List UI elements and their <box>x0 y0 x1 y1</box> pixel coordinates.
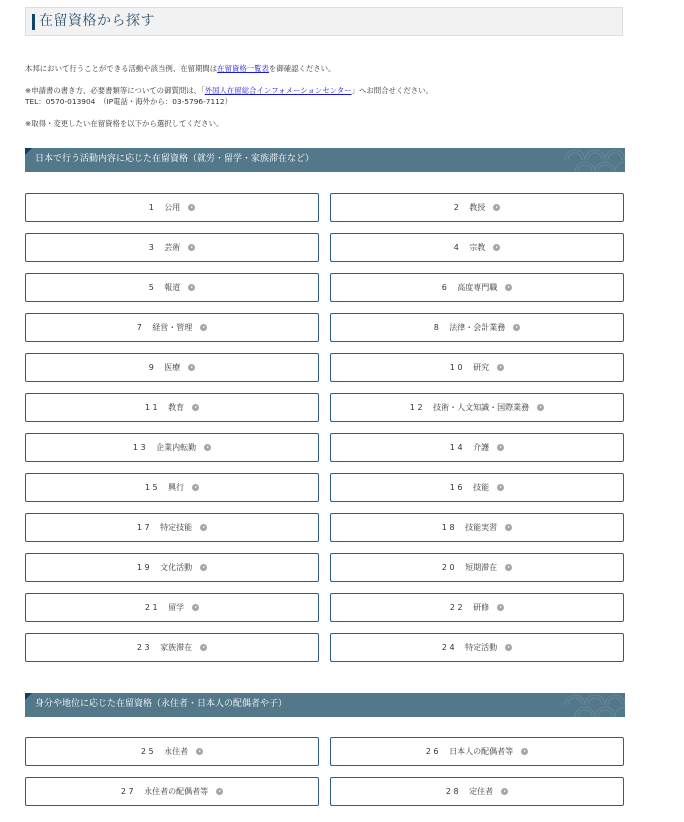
arrow-right-circle-icon <box>188 244 195 251</box>
status-button-23[interactable] <box>25 633 319 662</box>
status-button-15[interactable] <box>25 473 319 502</box>
status-number: 18 <box>441 523 458 532</box>
status-button-22[interactable] <box>330 593 624 622</box>
status-number: 14 <box>449 443 466 452</box>
status-label: 定住者 <box>469 787 494 796</box>
intro-line-2 <box>25 85 433 96</box>
status-number: 26 <box>425 747 442 756</box>
status-button-12[interactable] <box>330 393 624 422</box>
status-label: 家族滞在 <box>160 643 193 652</box>
status-button-11[interactable] <box>25 393 319 422</box>
seigaiha-wave-pattern-icon <box>561 148 625 172</box>
status-label: 技能実習 <box>465 523 498 532</box>
title-accent-bar <box>32 14 35 30</box>
status-label: 医療 <box>164 363 181 372</box>
status-label: 教授 <box>469 203 486 212</box>
arrow-right-circle-icon <box>192 484 199 491</box>
intro-text: ※申請書の書き方、必要書類等についての御質問は、「 <box>25 86 205 95</box>
arrow-right-circle-icon <box>497 604 504 611</box>
status-number: 22 <box>449 603 466 612</box>
arrow-right-circle-icon <box>505 284 512 291</box>
status-label: 文化活動 <box>160 563 193 572</box>
status-label: 研修 <box>473 603 490 612</box>
status-number: 5 <box>148 283 157 292</box>
status-button-28[interactable] <box>330 777 624 806</box>
status-number: 19 <box>136 563 153 572</box>
arrow-right-circle-icon <box>188 364 195 371</box>
corner-accent <box>25 148 32 155</box>
status-label: 技術・人文知識・国際業務 <box>433 403 530 412</box>
status-label: 技能 <box>473 483 490 492</box>
arrow-right-circle-icon <box>497 484 504 491</box>
intro-instruction: ※取得・変更したい在留資格を以下から選択してください。 <box>25 119 224 128</box>
arrow-right-circle-icon <box>505 564 512 571</box>
arrow-right-circle-icon <box>537 404 544 411</box>
arrow-right-circle-icon <box>521 748 528 755</box>
corner-accent <box>25 693 32 700</box>
status-number: 3 <box>148 243 157 252</box>
status-number: 8 <box>433 323 442 332</box>
status-label: 介護 <box>473 443 490 452</box>
status-label: 短期滞在 <box>465 563 498 572</box>
status-button-2[interactable] <box>330 193 624 222</box>
status-button-24[interactable] <box>330 633 624 662</box>
status-button-27[interactable] <box>25 777 319 806</box>
status-number: 24 <box>441 643 458 652</box>
page-title-text: 在留資格から探す <box>39 13 155 29</box>
status-label: 法律・会計業務 <box>449 323 506 332</box>
status-number: 25 <box>140 747 157 756</box>
status-label: 企業内転勤 <box>156 443 197 452</box>
section-title: 日本で行う活動内容に応じた在留資格（就労・留学・家族滞在など） <box>35 154 315 164</box>
arrow-right-circle-icon <box>188 204 195 211</box>
arrow-right-circle-icon <box>505 644 512 651</box>
arrow-right-circle-icon <box>200 324 207 331</box>
status-button-25[interactable] <box>25 737 319 766</box>
intro-phone: TEL：0570-013904 （IP電話・海外から：03-5796-7112） <box>25 97 232 106</box>
status-button-18[interactable] <box>330 513 624 542</box>
status-number: 11 <box>144 403 161 412</box>
arrow-right-circle-icon <box>200 644 207 651</box>
status-number: 13 <box>132 443 149 452</box>
arrow-right-circle-icon <box>204 444 211 451</box>
arrow-right-circle-icon <box>513 324 520 331</box>
intro-text: 」へお問合せください。 <box>351 86 433 95</box>
status-button-17[interactable] <box>25 513 319 542</box>
status-button-3[interactable] <box>25 233 319 262</box>
status-button-26[interactable] <box>330 737 624 766</box>
status-button-5[interactable] <box>25 273 319 302</box>
status-button-6[interactable] <box>330 273 624 302</box>
arrow-right-circle-icon <box>493 204 500 211</box>
section-header-status <box>25 693 625 717</box>
status-number: 27 <box>120 787 137 796</box>
info-center-link[interactable]: 外国人在留総合インフォメーションセンター <box>204 86 352 95</box>
status-button-13[interactable] <box>25 433 319 462</box>
arrow-right-circle-icon <box>188 284 195 291</box>
status-button-20[interactable] <box>330 553 624 582</box>
status-label: 研究 <box>473 363 490 372</box>
status-number: 7 <box>136 323 145 332</box>
section-title: 身分や地位に応じた在留資格（永住者・日本人の配偶者や子） <box>35 699 288 709</box>
arrow-right-circle-icon <box>493 244 500 251</box>
status-button-16[interactable] <box>330 473 624 502</box>
arrow-right-circle-icon <box>497 364 504 371</box>
status-number: 9 <box>148 363 157 372</box>
status-label: 永住者 <box>164 747 189 756</box>
status-button-9[interactable] <box>25 353 319 382</box>
arrow-right-circle-icon <box>192 604 199 611</box>
status-button-7[interactable] <box>25 313 319 342</box>
status-number: 21 <box>144 603 161 612</box>
status-label: 興行 <box>168 483 185 492</box>
status-number: 23 <box>136 643 153 652</box>
status-button-14[interactable] <box>330 433 624 462</box>
status-label: 報道 <box>164 283 181 292</box>
status-button-10[interactable] <box>330 353 624 382</box>
status-button-8[interactable] <box>330 313 624 342</box>
status-number: 6 <box>441 283 450 292</box>
status-label: 芸術 <box>164 243 181 252</box>
arrow-right-circle-icon <box>505 524 512 531</box>
status-label: 特定活動 <box>465 643 498 652</box>
status-number: 12 <box>409 403 426 412</box>
status-number: 20 <box>441 563 458 572</box>
arrow-right-circle-icon <box>501 788 508 795</box>
status-label: 宗教 <box>469 243 486 252</box>
status-number: 4 <box>453 243 462 252</box>
arrow-right-circle-icon <box>192 404 199 411</box>
status-number: 28 <box>445 787 462 796</box>
status-label: 公用 <box>164 203 181 212</box>
intro-line-1 <box>25 63 335 74</box>
status-label: 永住者の配偶者等 <box>144 787 209 796</box>
section-header-activity <box>25 148 625 172</box>
status-label: 高度専門職 <box>457 283 498 292</box>
arrow-right-circle-icon <box>497 444 504 451</box>
status-button-4[interactable] <box>330 233 624 262</box>
status-button-21[interactable] <box>25 593 319 622</box>
arrow-right-circle-icon <box>200 524 207 531</box>
status-number: 1 <box>148 203 157 212</box>
arrow-right-circle-icon <box>200 564 207 571</box>
status-label: 教育 <box>168 403 185 412</box>
seigaiha-wave-pattern-icon <box>561 693 625 717</box>
status-number: 2 <box>453 203 462 212</box>
status-label: 特定技能 <box>160 523 193 532</box>
arrow-right-circle-icon <box>196 748 203 755</box>
status-label: 留学 <box>168 603 185 612</box>
status-number: 15 <box>144 483 161 492</box>
page-title <box>25 7 623 36</box>
intro-text: を御確認ください。 <box>268 64 336 73</box>
status-button-19[interactable] <box>25 553 319 582</box>
arrow-right-circle-icon <box>216 788 223 795</box>
status-number: 10 <box>449 363 466 372</box>
status-list-link[interactable]: 在留資格一覧表 <box>217 64 269 73</box>
status-label: 日本人の配偶者等 <box>449 747 514 756</box>
status-button-1[interactable] <box>25 193 319 222</box>
intro-text: 本邦において行うことができる活動や該当例、在留期間は <box>25 64 218 73</box>
status-label: 経営・管理 <box>152 323 193 332</box>
status-number: 16 <box>449 483 466 492</box>
status-number: 17 <box>136 523 153 532</box>
